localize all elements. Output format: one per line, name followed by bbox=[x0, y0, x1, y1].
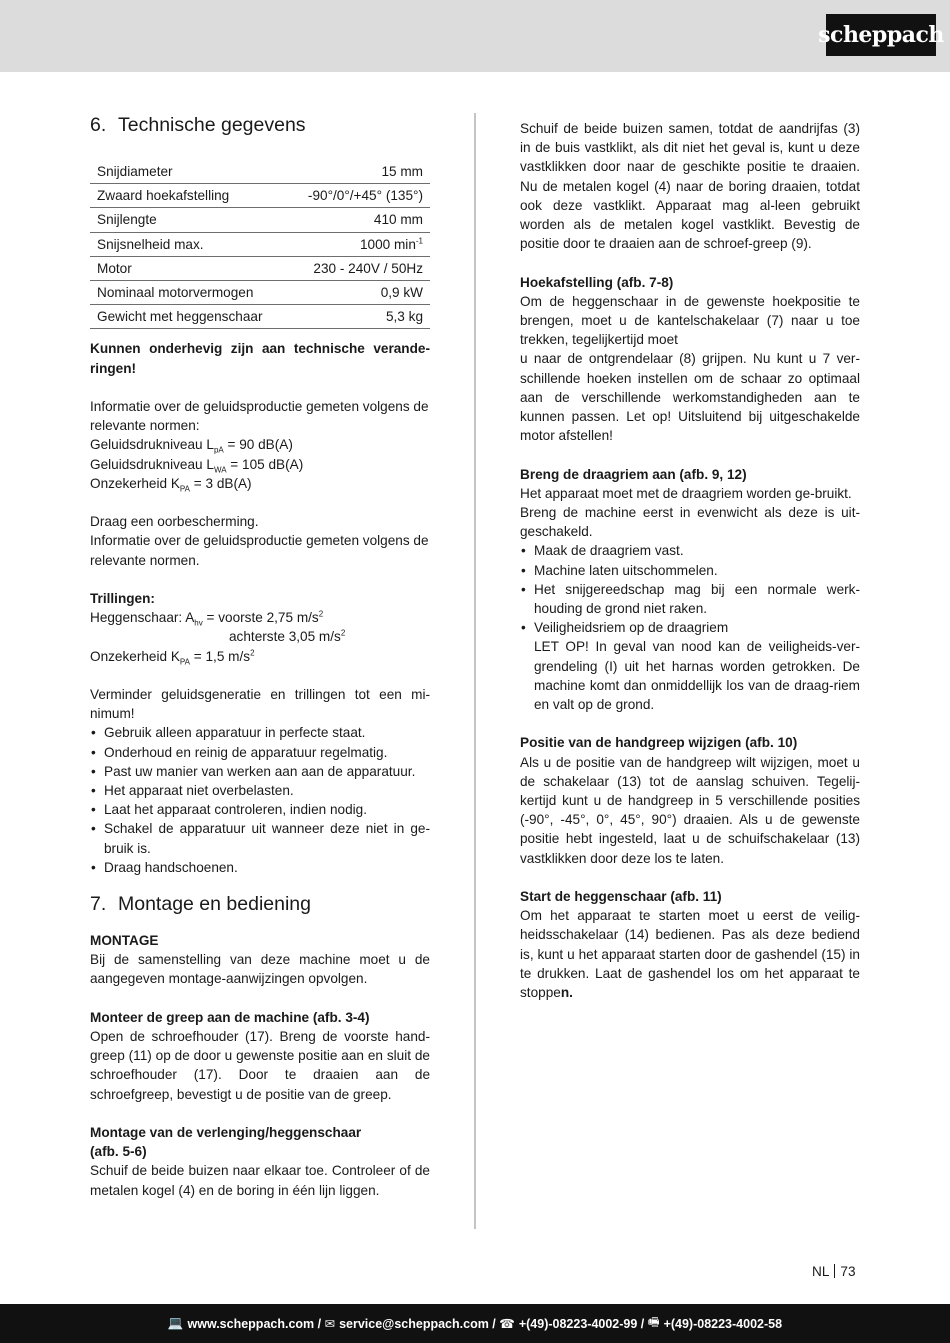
spec-label: Snijlengte bbox=[90, 208, 288, 232]
handle-text: Als u de positie van de handgreep wilt wijzigen, moet u de schakelaar (13) tot de aanslag schuiven. Tegelij-kertijd kunt u de handgreep in 5 verschillende posities (-90°, -45°, 0°, 45°, 90°) draaien. Als u de gewenste positie hebt ingesteld, laat u de schuifschakelaar (13) vastklikken door deze los te laten. bbox=[520, 754, 860, 866]
montage-heading: MONTAGE bbox=[90, 933, 159, 949]
strap-list bbox=[520, 541, 860, 637]
angle-text-2: u naar de ontgrendelaar (8) grijpen. Nu kunt u 7 ver-schillende hoeken instellen om de schaar zo optimaal aan de verschillende werkomstandigheden aan te kunnen passen. Let op! Uitsluitend bij uitgeschakelde motor afstellen! bbox=[520, 351, 860, 444]
extension-text-continued: Schuif de beide buizen samen, totdat de aandrijfas (3) in de buis vastklikt, als dit niet het geval is, kunt u deze vastklikken door naar de geschikte positie te draaien. Nu de metalen kogel (4) naar de boring draaien, totdat ook deze vastklikt. Apparaat mag al-leen gebruikt worden als de metalen kogel vastklikt. Bevestig de positie door te draaien aan de schroef-greep (9). bbox=[520, 121, 860, 252]
spec-label: Snijdiameter bbox=[90, 160, 288, 184]
grip-text: Open de schroefhouder (17). Breng de voorste hand-greep (11) op de door u gewenste positie aan en sluit de schroefhouder (17). Door te draaien aan de schroefgreep, bevestigt u de positie van de greep. bbox=[90, 1029, 430, 1102]
vibration-uncertainty: Onzekerheid $K_{PA} = 1,5$ $m/s^2$ bbox=[90, 648, 255, 667]
vibration-heading: Trillingen: bbox=[90, 591, 155, 607]
list-item: • Draag handschoenen. bbox=[90, 858, 430, 877]
spec-value: 5,3 kg bbox=[288, 305, 430, 329]
extension-text: Schuif de beide buizen naar elkaar toe. Controleer of de metalen kogel (4) en de boring in één lijn liggen. bbox=[90, 1163, 430, 1198]
noise-intro: Informatie over de geluidsproductie gemeten volgens de relevante normen: bbox=[90, 399, 429, 434]
reduce-intro: Verminder geluidsgeneratie en trillingen tot een mi-nimum! bbox=[90, 687, 430, 722]
header-band bbox=[0, 0, 950, 72]
page-number: NL 73 bbox=[812, 1264, 856, 1279]
angle-heading: Hoekafstelling (afb. 7-8) bbox=[520, 274, 674, 290]
footer-fax: +(49)-08223-4002-58 bbox=[663, 1316, 783, 1331]
list-item: • Het apparaat niet overbelasten. bbox=[90, 781, 430, 800]
footer-phone: +(49)-08223-4002-99 bbox=[518, 1316, 638, 1331]
strap-text-1: Het apparaat moet met de draagriem worden ge-bruikt. bbox=[520, 485, 852, 501]
list-item: • Past uw manier van werken aan aan de apparatuur. bbox=[90, 762, 430, 781]
footer-mail[interactable]: service@scheppach.com bbox=[339, 1316, 489, 1331]
table-row bbox=[90, 305, 430, 329]
spec-value: 15 mm bbox=[288, 160, 430, 184]
table-row bbox=[90, 184, 430, 208]
strap-text-2: Breng de machine eerst in evenwicht als deze is uit-geschakeld. bbox=[520, 505, 860, 540]
grip-heading: Monteer de greep aan de machine (afb. 3-4) bbox=[90, 1009, 370, 1025]
section-7-heading: 7. Montage en bediening bbox=[90, 893, 311, 916]
list-item: • Maak de draagriem vast. bbox=[520, 541, 860, 560]
noise-intro-2: Informatie over de geluidsproductie gemeten volgens de relevante normen. bbox=[90, 533, 429, 568]
table-row bbox=[90, 281, 430, 305]
list-item: • Het snijgereedschap mag bij een normale werk-houding de grond niet raken. bbox=[520, 580, 860, 618]
spec-value: 0,9 kW bbox=[288, 281, 430, 305]
list-item: • Laat het apparaat controleren, indien nodig. bbox=[90, 800, 430, 819]
start-heading: Start de heggenschaar (afb. 11) bbox=[520, 889, 722, 905]
spec-value: 1000 $\min^{-1}$ bbox=[288, 232, 430, 256]
column-divider bbox=[474, 113, 476, 1229]
reduce-list bbox=[90, 723, 430, 877]
left-column bbox=[90, 112, 430, 1200]
montage-text: Bij de samenstelling van deze machine moet u de aangegeven montage-aanwijzingen opvolgen. bbox=[90, 952, 430, 987]
table-row bbox=[90, 208, 430, 232]
extension-heading: Montage van de verlenging/heggenschaar bbox=[90, 1125, 362, 1141]
spec-table bbox=[90, 160, 430, 329]
spec-label: Nominaal motorvermogen bbox=[90, 281, 288, 305]
spec-value: 410 mm bbox=[288, 208, 430, 232]
spec-label: Gewicht met heggenschaar bbox=[90, 305, 288, 329]
strap-warning: LET OP! In geval van nood kan de veiligheids-ver-grendeling (I) uit het harnas worden getrokken. De machine komt dan onmiddellijk los van de draag-riem en valt op de grond. bbox=[534, 639, 860, 713]
strap-heading: Breng de draagriem aan (afb. 9, 12) bbox=[520, 466, 747, 482]
sound-power-level: Geluidsdrukniveau $L_{WA} = 105$ dB(A) bbox=[90, 456, 304, 475]
footer-bar: 💻 www.scheppach.com / ✉ service@scheppach.com / ☎ +(49)-08223-4002-99 / 🖷 +(49)-08223-4002-58 bbox=[0, 1304, 950, 1343]
scheppach-logo: scheppach bbox=[826, 14, 936, 56]
start-text: Om het apparaat te starten moet u eerst de veilig-heidsschakelaar (14) bedienen. Pas als deze bediend is, kunt u het apparaat starten door de gashendel (15) in te drukken. Laat de gashendel los om het apparaat te stoppen. bbox=[520, 908, 860, 1001]
list-item: • Gebruik alleen apparatuur in perfecte staat. bbox=[90, 723, 430, 742]
section-6-heading: 6. Technische gegevens bbox=[90, 114, 306, 136]
vibration-rear: achterste 3,05 $m/s^2$ bbox=[229, 628, 346, 645]
spec-label: Snijsnelheid max. bbox=[90, 232, 288, 256]
vibration-front: Heggenschaar: $A_{hv}$ = voorste 2,75 $m/s^2$ bbox=[90, 609, 324, 628]
extension-heading-figure: (afb. 5-6) bbox=[90, 1144, 147, 1160]
table-row bbox=[90, 232, 430, 256]
noise-uncertainty: Onzekerheid $K_{PA} = 3$ dB(A) bbox=[90, 475, 252, 494]
spec-value: 230 - 240V / 50Hz bbox=[288, 256, 430, 280]
ear-protection-note: Draag een oorbescherming. bbox=[90, 514, 259, 530]
spec-label: Motor bbox=[90, 256, 288, 280]
list-item: • Machine laten uitschommelen. bbox=[520, 561, 860, 580]
spec-label: Zwaard hoekafstelling bbox=[90, 184, 288, 208]
handle-heading: Positie van de handgreep wijzigen (afb. 10) bbox=[520, 735, 798, 751]
sound-pressure-level: Geluidsdrukniveau $L_{pA} = 90$ dB(A) bbox=[90, 437, 293, 456]
list-item: • Onderhoud en reinig de apparatuur regelmatig. bbox=[90, 743, 430, 762]
subject-to-change-note: Kunnen onderhevig zijn aan technische verande-ringen! bbox=[90, 341, 430, 376]
mail-icon: ✉ bbox=[324, 1317, 336, 1331]
phone-icon: ☎ bbox=[499, 1317, 515, 1331]
footer-web[interactable]: www.scheppach.com bbox=[187, 1316, 315, 1331]
spec-value: -90°/0°/+45° (135°) bbox=[288, 184, 430, 208]
list-item: • Schakel de apparatuur uit wanneer deze niet in ge-bruik is. bbox=[90, 819, 430, 857]
table-row bbox=[90, 256, 430, 280]
fax-icon: 🖷 bbox=[647, 1315, 660, 1329]
right-column bbox=[520, 119, 860, 1002]
table-row bbox=[90, 160, 430, 184]
computer-icon: 💻 bbox=[167, 1316, 184, 1330]
angle-text-1: Om de heggenschaar in de gewenste hoekpositie te brengen, moet u de kantelschakelaar (7) naar u toe trekken, tegelijkertijd moet bbox=[520, 293, 860, 348]
list-item: • Veiligheidsriem op de draagriem bbox=[520, 618, 860, 637]
